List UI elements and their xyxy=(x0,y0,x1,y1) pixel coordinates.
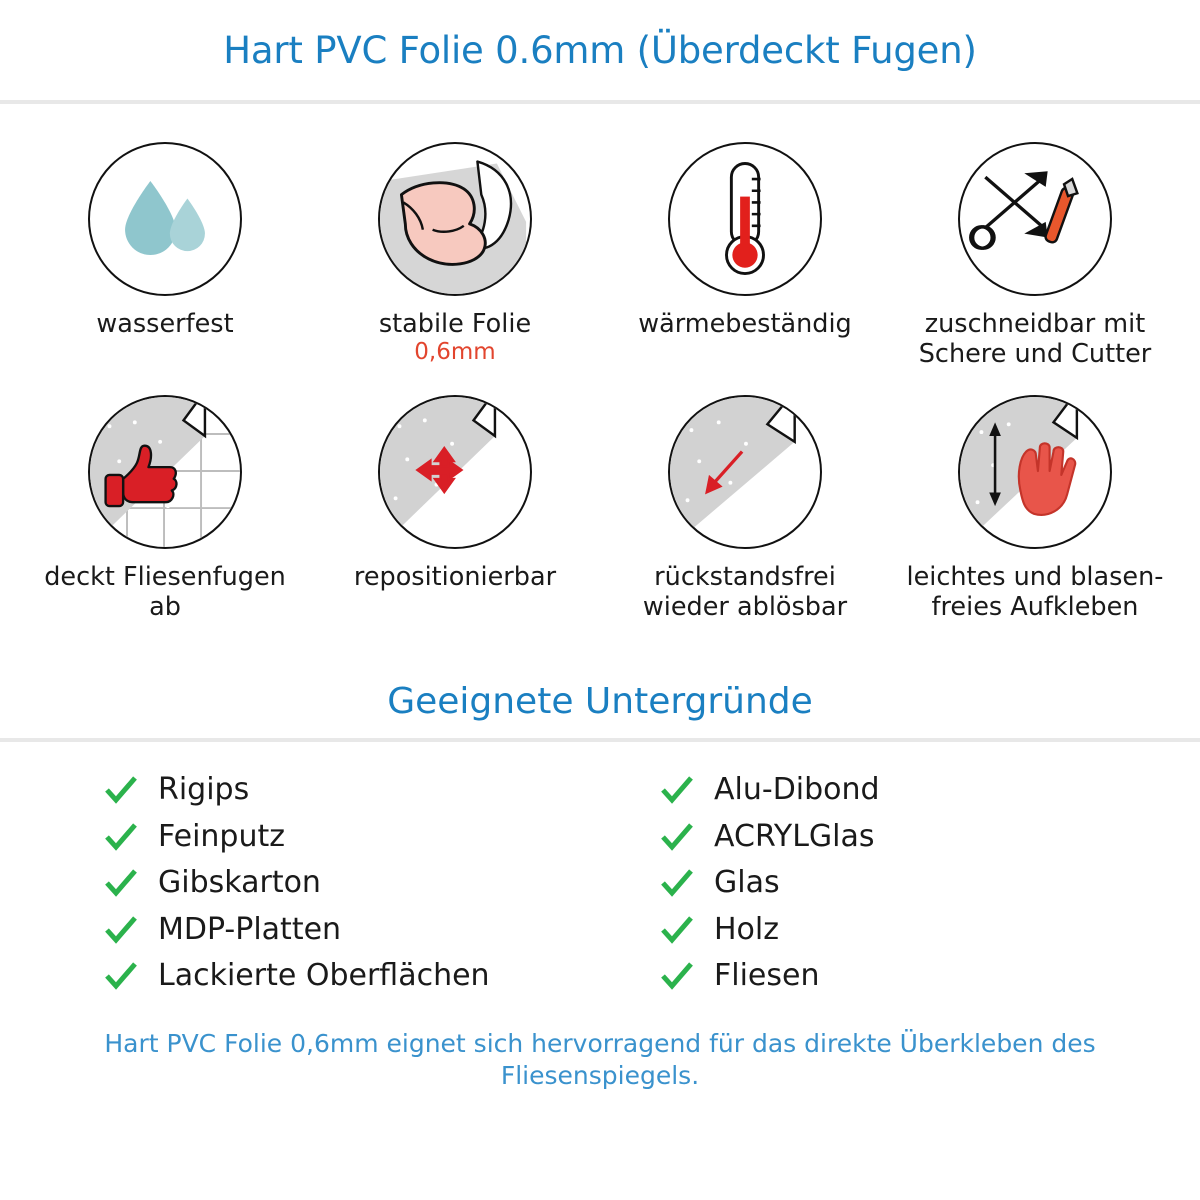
substrate-column-left xyxy=(0,768,600,998)
check-icon xyxy=(660,822,694,852)
list-item-label: ACRYLGlas xyxy=(714,818,875,854)
reposition-arrows-icon xyxy=(378,395,532,549)
list-item-label: MDP-Platten xyxy=(158,911,342,947)
list-item xyxy=(104,954,600,998)
feature-item xyxy=(310,142,600,369)
scissors-cutter-icon xyxy=(958,142,1112,296)
list-item xyxy=(660,768,1200,812)
substrate-column-right xyxy=(600,768,1200,998)
check-icon xyxy=(104,775,138,805)
feature-item xyxy=(890,142,1180,369)
page-title: Hart PVC Folie 0.6mm (Überdeckt Fugen) xyxy=(223,28,977,72)
peel-off-arrow-icon xyxy=(668,395,822,549)
list-item xyxy=(104,815,600,859)
feature-item xyxy=(890,395,1180,622)
list-item xyxy=(104,908,600,952)
check-icon xyxy=(104,868,138,898)
hand-smoothing-icon xyxy=(958,395,1112,549)
list-item-label: Glas xyxy=(714,865,780,901)
list-item-label: Feinputz xyxy=(158,818,285,854)
feature-label: zuschneidbar mit Schere und Cutter xyxy=(918,309,1152,370)
check-icon xyxy=(660,868,694,898)
list-item-label: Alu-Dibond xyxy=(714,772,880,808)
header xyxy=(0,0,1200,100)
feature-label: wärmebeständig xyxy=(638,309,852,339)
list-item xyxy=(660,954,1200,998)
flexed-arm-icon xyxy=(378,142,532,296)
list-item xyxy=(104,768,600,812)
list-item xyxy=(660,815,1200,859)
list-item-label: Lackierte Oberflächen xyxy=(158,958,490,994)
footer-note: Hart PVC Folie 0,6mm eignet sich hervorragend für das direkte Überkleben des Fliesenspiegels. xyxy=(104,1028,1096,1091)
list-item-label: Holz xyxy=(714,911,779,947)
feature-grid xyxy=(0,104,1200,622)
check-icon xyxy=(660,961,694,991)
feature-item xyxy=(20,142,310,369)
feature-item xyxy=(600,395,890,622)
check-icon xyxy=(104,961,138,991)
thumbs-up-tiles-icon xyxy=(88,395,242,549)
section-title: Geeignete Untergründe xyxy=(387,680,813,722)
section-header xyxy=(0,664,1200,738)
list-item xyxy=(660,908,1200,952)
feature-sublabel: 0,6mm xyxy=(414,339,496,366)
feature-label: deckt Fliesenfugen ab xyxy=(44,562,286,623)
check-icon xyxy=(660,915,694,945)
feature-item xyxy=(310,395,600,622)
check-icon xyxy=(104,822,138,852)
feature-item xyxy=(600,142,890,369)
feature-label: repositionierbar xyxy=(353,562,557,593)
list-item-label: Gibskarton xyxy=(158,865,321,901)
list-item xyxy=(660,861,1200,905)
water-drops-icon xyxy=(88,142,242,296)
thermometer-icon xyxy=(668,142,822,296)
list-item xyxy=(104,861,600,905)
feature-item xyxy=(20,395,310,622)
check-icon xyxy=(660,775,694,805)
list-item-label: Rigips xyxy=(158,772,250,808)
feature-label: stabile Folie xyxy=(378,309,532,339)
feature-label: rückstandsfrei wieder ablösbar xyxy=(642,562,848,623)
feature-label: leichtes und blasen-freies Aufkleben xyxy=(906,562,1164,623)
feature-label: wasserfest xyxy=(96,309,234,339)
check-icon xyxy=(104,915,138,945)
substrate-lists xyxy=(0,742,1200,998)
list-item-label: Fliesen xyxy=(714,958,820,994)
